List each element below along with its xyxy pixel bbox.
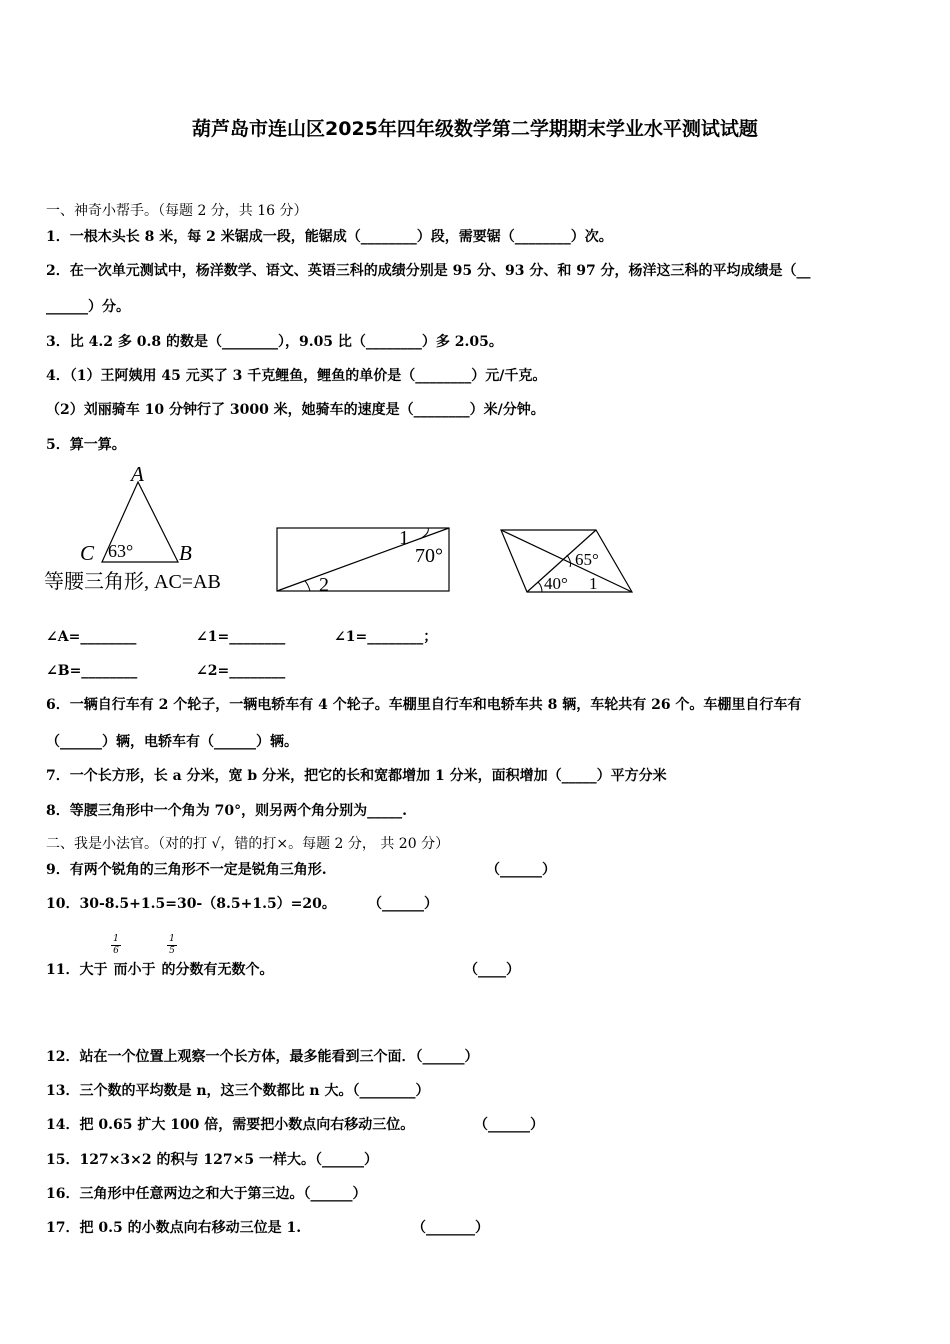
answer-angle-2: ∠2=________ xyxy=(196,663,286,679)
angle-2-label: 2 xyxy=(319,574,329,596)
question-14-blank: （______） xyxy=(474,1117,544,1133)
question-13: 13．三个数的平均数是 n，这三个数都比 n 大。（________） xyxy=(46,1083,430,1099)
question-3: 3．比 4.2 多 0.8 的数是（________），9.05 比（________）多 2.05。 xyxy=(46,334,503,350)
question-10-blank: （______） xyxy=(368,896,438,912)
question-4-part-2: （2）刘丽骑车 10 分钟行了 3000 米，她骑车的速度是（________）米/分钟。 xyxy=(46,402,545,418)
vertex-b-label: B xyxy=(179,541,192,565)
question-2-line-1: 2．在一次单元测试中，杨洋数学、语文、英语三科的成绩分别是 95 分、93 分、和 97 分，杨洋这三科的平均成绩是（__ xyxy=(46,263,811,279)
question-11-part-3: 的分数有无数个。 xyxy=(161,962,274,978)
answer-angle-1-rect: ∠1=________ xyxy=(196,629,286,645)
question-17: 17．把 0.5 的小数点向右移动三位是 1. xyxy=(46,1220,302,1236)
question-11-blank: （____） xyxy=(464,962,520,978)
page-title: 葫芦岛市连山区2025年四年级数学第二学期期末学业水平测试试题 xyxy=(192,118,758,140)
answer-angle-a: ∠A=________ xyxy=(46,629,137,645)
answer-angle-1-para: ∠1=________； xyxy=(334,629,438,645)
answer-angle-b: ∠B=________ xyxy=(46,663,138,679)
question-7: 7．一个长方形，长 a 分米，宽 b 分米，把它的长和宽都增加 1 分米，面积增加（_____）平方分米 xyxy=(46,768,667,784)
question-2-line-2: ______）分。 xyxy=(46,299,130,315)
figure-rectangle xyxy=(270,520,460,600)
question-16: 16．三角形中任意两边之和大于第三边。（______） xyxy=(46,1186,367,1202)
vertex-c-label: C xyxy=(80,541,95,565)
figure-parallelogram xyxy=(490,520,640,600)
question-10: 10．30-8.5+1.5=30-（8.5+1.5）=20。 xyxy=(46,896,336,912)
vertex-a-label: A xyxy=(131,462,144,486)
question-5: 5．算一算。 xyxy=(46,437,126,453)
angle-1-label: 1 xyxy=(399,527,409,549)
question-8: 8．等腰三角形中一个角为 70°，则另两个角分别为_____. xyxy=(46,803,407,819)
question-12: 12．站在一个位置上观察一个长方体，最多能看到三个面．（______） xyxy=(46,1049,479,1065)
angle-40-label: 40° xyxy=(544,574,568,593)
angle-65-label: 65° xyxy=(575,550,599,569)
triangle-caption: 等腰三角形, AC=AB xyxy=(44,571,221,593)
angle-70-label: 70° xyxy=(415,545,443,567)
question-15: 15．127×3×2 的积与 127×5 一样大。（______） xyxy=(46,1152,378,1168)
fraction-1-denominator: 6 xyxy=(113,946,119,956)
figure-isosceles-triangle xyxy=(40,460,255,600)
question-11-part-1: 11．大于 xyxy=(46,962,108,978)
question-9-blank: （______） xyxy=(486,862,556,878)
question-4-part-1: 4．（1）王阿姨用 45 元买了 3 千克鲤鱼，鲤鱼的单价是（________）元/千克。 xyxy=(46,368,547,384)
fraction-2-numerator: 1 xyxy=(169,934,175,944)
question-17-blank: （_______） xyxy=(412,1220,489,1236)
fraction-one-fifth xyxy=(167,935,177,956)
fraction-2-denominator: 5 xyxy=(169,946,175,956)
angle-1-label: 1 xyxy=(589,574,598,593)
angle-63-label: 63° xyxy=(108,541,134,561)
question-14: 14．把 0.65 扩大 100 倍，需要把小数点向右移动三位。 xyxy=(46,1117,415,1133)
section-2-heading: 二、我是小法官。（对的打 √，错的打×。每题 2 分， 共 20 分） xyxy=(46,836,450,852)
question-11 xyxy=(46,961,273,979)
question-11-part-2: 而小于 xyxy=(113,962,156,978)
fraction-1-numerator: 1 xyxy=(113,934,119,944)
fraction-one-sixth xyxy=(111,935,121,956)
question-1: 1．一根木头长 8 米，每 2 米锯成一段，能锯成（________）段，需要锯（________）次。 xyxy=(46,229,613,245)
question-6-line-1: 6．一辆自行车有 2 个轮子，一辆电轿车有 4 个轮子。车棚里自行车和电轿车共 8 辆，车轮共有 26 个。车棚里自行车有 xyxy=(46,697,802,713)
question-9: 9．有两个锐角的三角形不一定是锐角三角形. xyxy=(46,862,327,878)
question-6-line-2: （______）辆，电轿车有（______）辆。 xyxy=(46,734,298,750)
section-1-heading: 一、神奇小帮手。（每题 2 分，共 16 分） xyxy=(46,203,308,219)
